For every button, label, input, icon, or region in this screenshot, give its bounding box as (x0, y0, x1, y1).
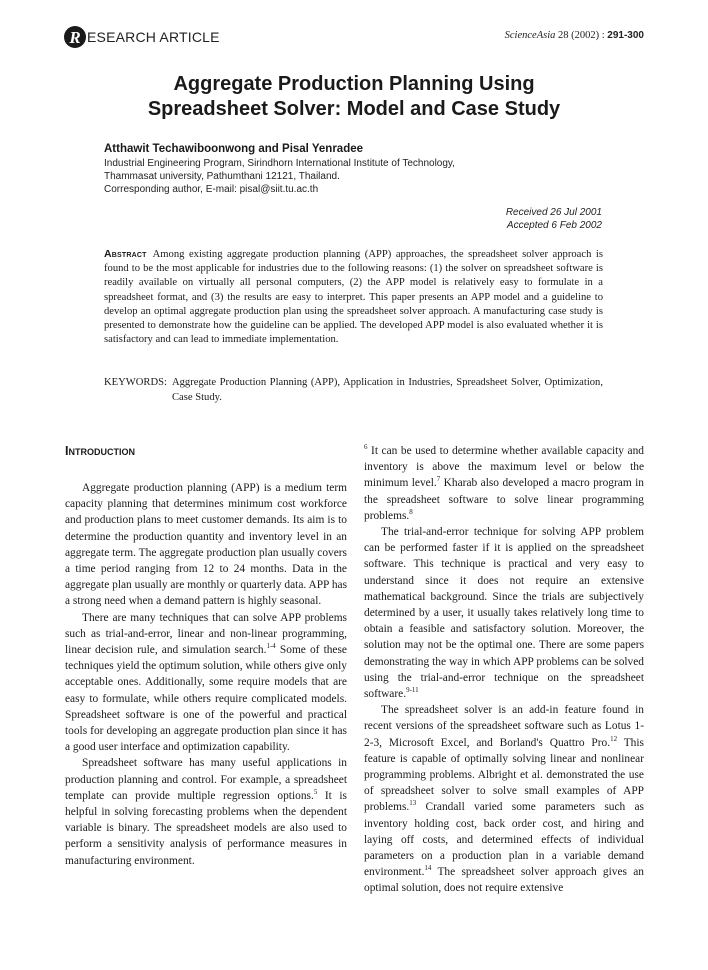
section-heading-introduction: Introduction (65, 444, 135, 458)
journal-volume: 28 (2002) : (555, 30, 608, 41)
logo-text: ESEARCH ARTICLE (87, 29, 220, 45)
keywords (104, 376, 603, 405)
paper-title (64, 72, 644, 122)
affiliation-line-1: Industrial Engineering Program, Sirindhorn International Institute of Technology, (104, 158, 455, 169)
citation: 6 (364, 443, 368, 452)
left-column (65, 443, 347, 869)
abstract-text: Among existing aggregate production planning (APP) approaches, the spreadsheet solver approach is found to be the most applicable for industries due to the following reasons: (1) the solver on spreadsheet software is readily available on virtually all personal computers, (2) the APP model is relatively easy to formulate in a spreadsheet format, and (3) the results are easy to interpret. This paper presents an APP model and a guideline to develop an optimal aggregate production plan using the spreadsheet solver approach. A manufacturing case study is presented to demonstrate how the guideline can be applied. The developed APP model is also evaluated whether it is satisfactory and can lead to immediate implementation. (104, 249, 603, 346)
citation: 1-4 (266, 642, 276, 651)
logo-letter: R (64, 26, 86, 48)
paragraph: There are many techniques that can solve APP problems such as trial-and-error, linear and non-linear programming, linear decision rule, and simulation search.$^{1-4}$ Some of these techniques yield the optimum solution, while others give only acceptable ones. Additionally, some require models that are easy to formulate, while others require complicated models. Spreadsheet software is one of the powerful and practical tools for developing an aggregate production plan since it has a good user interface and optimization capability. (65, 611, 347, 754)
research-article-logo (64, 26, 220, 48)
citation: 12 (610, 734, 618, 743)
paragraph: The trial-and-error technique for solving APP problem can be performed faster if it is applied on the spreadsheet software. This technique is practical and very easy to understand since it does not require an extensive mathematical background. Since the trials are subjectively determined by a user, it usually takes relatively long time to obtain a feasible and satisfactory solution. Moreover, the solution may not be the optimal one. There are some papers demonstrating the way in which APP problems can be solved using the trial-and-error technique on the spreadsheet software.$^{9-11}$ (364, 526, 644, 701)
journal-pages: 291-300 (607, 30, 644, 41)
paragraph: Spreadsheet software has many useful applications in production planning and control. For example, a spreadsheet template can provide multiple regression options.$^5$ It is helpful in solving forecasting problems when the dependent variable is binary. The spreadsheet models are also used to perform a sensitivity analysis of performance measures in manufacturing environment. (65, 757, 347, 867)
journal-citation (505, 30, 644, 41)
dates (506, 207, 602, 232)
page-header (64, 26, 644, 52)
title-line-2: Spreadsheet Solver: Model and Case Study (147, 98, 561, 120)
paragraph: The spreadsheet solver is an add-in feature found in recent versions of the spreadsheet software such as Lotus 1-2-3, Microsoft Excel, and Borland's Quattro Pro.$^{12}$ This feature is capable of optimally solving linear and nonlinear programming problems. Albright et al. demonstrated the use of spreadsheet solver to solve small examples of APP problems.$^{13}$ Crandall varied some parameters such as inventory holding cost, back order cost, and hiring and laying off costs, and determined effects of individual parameters on a production plan in a variable demand environment.$^{14}$ The spreadsheet solver approach gives an optimal solution, does not require extensive (364, 704, 644, 895)
affiliation-line-2: Thammasat university, Pathumthani 12121, Thailand. (104, 171, 340, 182)
journal-name: ScienceAsia (504, 30, 556, 41)
corresponding-author: Corresponding author, E-mail: pisal@siit.tu.ac.th (104, 184, 319, 195)
citation: 14 (424, 864, 432, 873)
citation: 9-11 (406, 686, 419, 695)
authors: Atthawit Techawiboonwong and Pisal Yenradee (104, 143, 364, 155)
accepted-date: Accepted 6 Feb 2002 (506, 219, 602, 231)
citation: 5 (313, 788, 318, 797)
paragraph: Aggregate production planning (APP) is a medium term capacity planning that determines minimum cost workforce and production plans to meet customer demands. Its aim is to determine the production quantity and inventory level in an aggregate term. The aggregate production plan usually covers a time period ranging from 12 to 24 months. Data in the aggregate plan usually are monthly or quarterly data. APP has a strong need when a demand pattern is highly seasonal. (65, 482, 347, 608)
keywords-label: KEYWORDS: (104, 377, 167, 388)
received-date: Received 26 Jul 2001 (505, 207, 602, 218)
citation: 8 (409, 508, 413, 517)
citation: 7 (436, 475, 441, 484)
citation: 13 (409, 799, 417, 808)
right-column (364, 443, 644, 897)
keywords-text: Aggregate Production Planning (APP), Application in Industries, Spreadsheet Solver, Optimization, Case Study. (171, 377, 603, 403)
abstract (104, 247, 603, 347)
paragraph-continued: $^6$ It can be used to determine whether available capacity and inventory is above the maximum level or below the minimum level.$^7$ Kharab also developed a macro program in the spreadsheet software to solve linear programming problems.$^8$ (364, 443, 644, 522)
affiliation (104, 157, 455, 196)
abstract-label: Abstract (104, 248, 147, 260)
title-line-1: Aggregate Production Planning Using (173, 73, 535, 95)
